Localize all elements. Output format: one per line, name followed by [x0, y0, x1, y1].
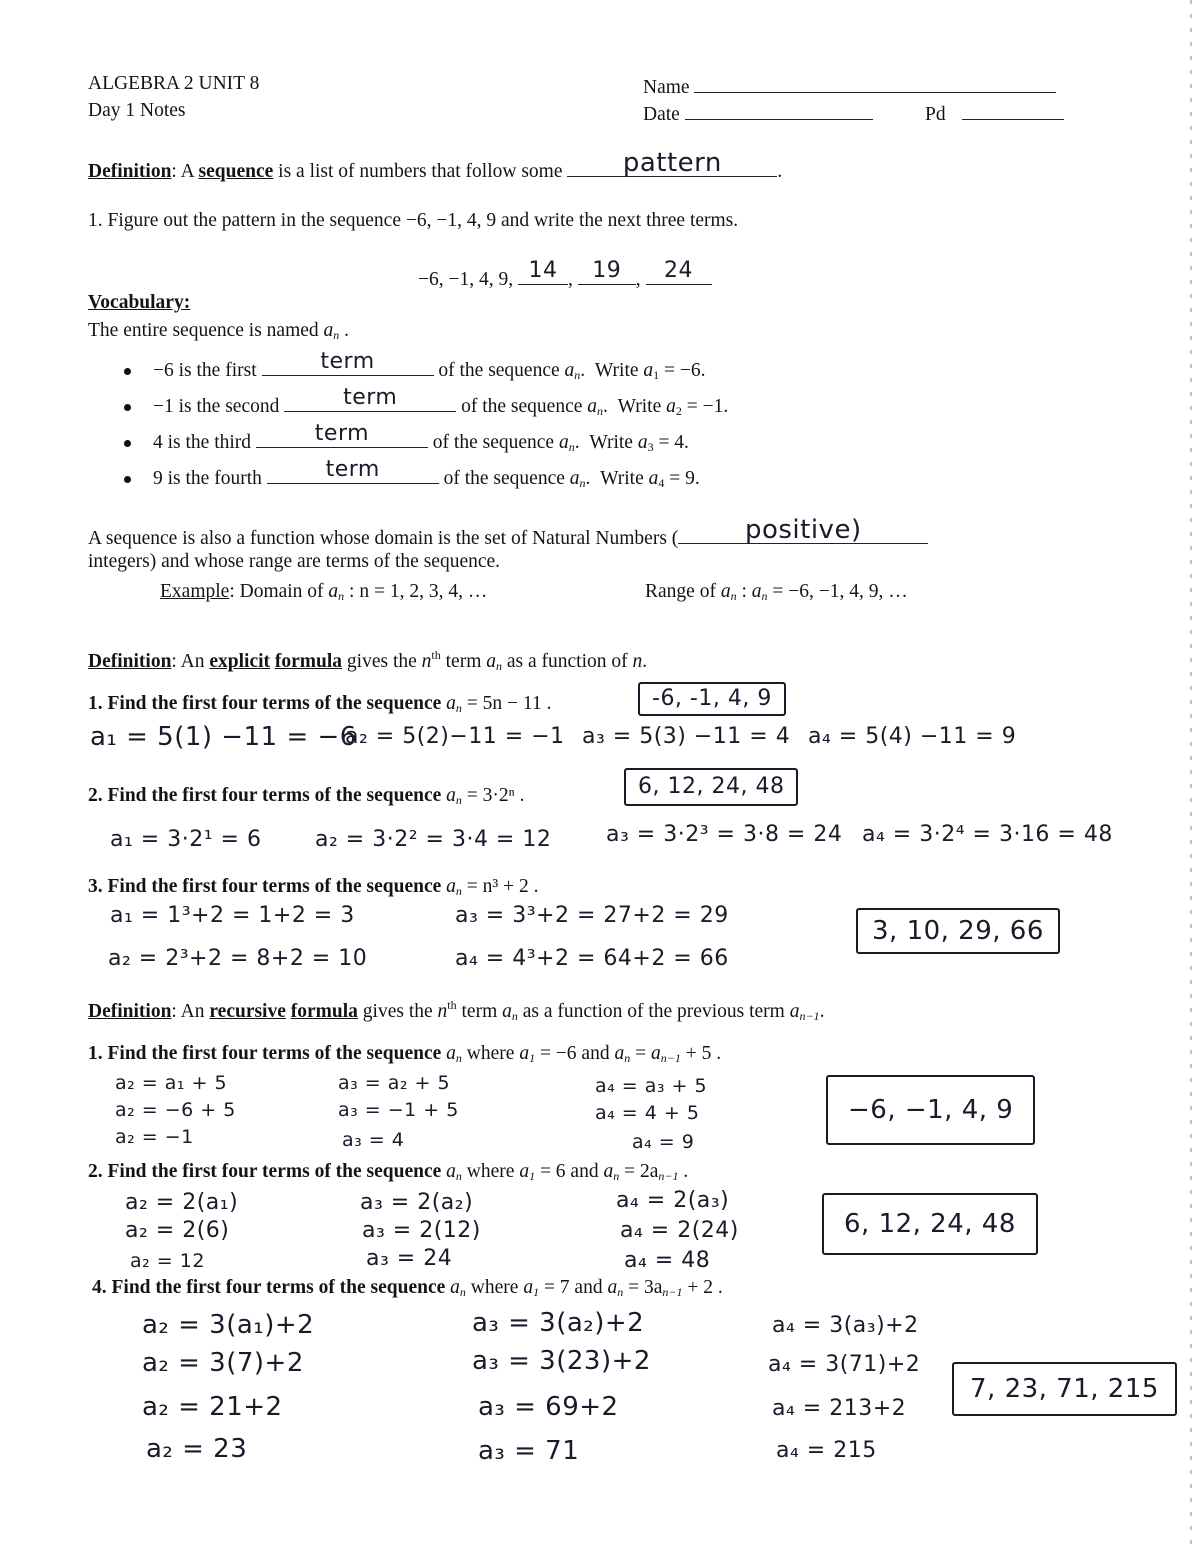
explicit-problem3: 3. Find the first four terms of the sequence $a_n = n^3 + 2$ .	[88, 876, 539, 898]
work-line: a₂ = 12	[130, 1250, 205, 1272]
period-field[interactable]	[925, 99, 1064, 127]
def-text: gives the	[342, 651, 417, 672]
function-example: Example: Domain of $a_n$ : n = 1, 2, 3, 4, …	[160, 581, 488, 603]
vocab-after: of the sequence	[461, 396, 583, 417]
work-line: a₂ = 3(a₁)+2	[142, 1310, 315, 1340]
answer-term: 24	[664, 258, 693, 283]
problem1-sequence: −6, −1, 4, 9, 14 , 19 , 24	[418, 264, 712, 292]
vocab-before: 4 is the third	[153, 432, 252, 453]
vocab-item: 4 is the third term of the sequence $a_n$. Write $a_3 = 4$.	[124, 427, 689, 459]
course-title: ALGEBRA 2 UNIT 8	[88, 73, 260, 94]
answer-blank	[578, 258, 636, 285]
range-values: = −6, −1, 4, 9, …	[772, 581, 908, 602]
vocab-before: 9 is the fourth	[153, 468, 262, 489]
name-label: Name	[643, 77, 690, 98]
function-note-line2: integers) and whose range are terms of the sequence.	[88, 551, 501, 572]
work-line: a₂ = 3(7)+2	[142, 1348, 304, 1378]
work-line: a₃ = 5(3) −11 = 4	[582, 724, 791, 749]
vocab-item: −1 is the second term of the sequence $a_n$. Write $a_2 = -1$.	[124, 391, 728, 423]
vocab-blank	[262, 349, 434, 376]
vocab-before: −1 is the second	[153, 396, 280, 417]
work-line: a₂ = 23	[146, 1434, 248, 1464]
vocab-after: of the sequence	[432, 432, 555, 453]
function-note-line1	[88, 515, 928, 551]
positive-blank	[678, 515, 928, 545]
name-blank[interactable]	[694, 72, 1056, 93]
work-line: a₂ = a₁ + 5	[115, 1072, 228, 1094]
pd-blank[interactable]	[962, 99, 1064, 120]
boxed-answer: 7, 23, 71, 215	[970, 1374, 1159, 1404]
answer-box	[826, 1075, 1035, 1145]
boxed-answer: 6, 12, 24, 48	[638, 774, 785, 799]
explicit-word: explicit	[209, 651, 271, 672]
where-word: where	[466, 1161, 515, 1182]
work-line: a₃ = 3·2³ = 3·8 = 24	[606, 822, 843, 847]
function-range: Range of $a_n$ : $a_n = -6$, −1, 4, 9, …	[645, 581, 908, 603]
work-line: a₃ = 3(23)+2	[472, 1346, 651, 1376]
problem-prompt: 1. Find the first four terms of the sequence	[88, 1043, 442, 1064]
vocab-heading-text: Vocabulary	[88, 292, 184, 313]
def-text: : An	[171, 651, 210, 672]
initial-condition: = 6 and	[539, 1161, 599, 1182]
sequence-term: sequence	[198, 161, 274, 182]
work-line: a₃ = −1 + 5	[338, 1099, 459, 1121]
recursive-problem1: 1. Find the first four terms of the sequence $a_n$ where $a_1 = -6$ and $a_n = a_{n-1} + 5$ .	[88, 1043, 722, 1065]
work-line: a₄ = 3(a₃)+2	[772, 1313, 919, 1338]
vocab-after: of the sequence	[443, 468, 565, 489]
date-blank[interactable]	[685, 99, 873, 120]
notes-subtitle: Day 1 Notes	[88, 100, 186, 121]
vocab-after: of the sequence	[438, 360, 560, 381]
example-label: Example	[160, 581, 230, 602]
recursive-problem4: 4. Find the first four terms of the sequence $a_n$ where $a_1 = 7$ and $a_n = 3a_{n-1} + 2$ .	[92, 1277, 723, 1299]
def-text: : An	[171, 1001, 210, 1022]
given-terms: −6, −1, 4, 9,	[418, 269, 514, 290]
boxed-answer: −6, −1, 4, 9	[848, 1095, 1014, 1125]
vocab-value: = −1.	[686, 396, 729, 417]
answer-blank	[646, 258, 712, 285]
work-line: a₁ = 3·2¹ = 6	[110, 827, 262, 852]
def-text: as a function of	[501, 651, 628, 672]
vocab-write: Write	[594, 360, 639, 381]
definition-label: Definition	[88, 651, 172, 672]
boxed-answer: 3, 10, 29, 66	[872, 916, 1044, 946]
recursive-rule-tail: + 2 .	[687, 1277, 723, 1298]
work-line: a₃ = 2(12)	[362, 1218, 481, 1243]
problem-prompt: 1. Find the first four terms of the sequence	[88, 693, 442, 714]
pattern-answer: pattern	[622, 148, 722, 178]
def-text-b: is a list of numbers that follow some	[273, 161, 563, 182]
work-line: a₃ = a₂ + 5	[338, 1072, 451, 1094]
work-line: a₄ = 9	[632, 1131, 695, 1153]
formula-word: formula	[274, 651, 343, 672]
answer-box	[624, 768, 798, 806]
vocabulary-heading: Vocabulary:	[88, 292, 191, 313]
problem-prompt: 2. Find the first four terms of the sequence	[88, 1161, 442, 1182]
vocab-item: −6 is the first term of the sequence $a_n$. Write $a_1 = -6$.	[124, 355, 706, 387]
problem-prompt: 3. Find the first four terms of the sequence	[88, 876, 442, 897]
work-line: a₃ = 4	[342, 1129, 405, 1151]
work-line: a₃ = 3(a₂)+2	[472, 1308, 645, 1338]
work-line: a₄ = 5(4) −11 = 9	[808, 724, 1017, 749]
work-line: a₃ = 2(a₂)	[360, 1190, 474, 1215]
vocab-write: Write	[600, 468, 644, 489]
work-line: a₃ = 24	[366, 1246, 453, 1271]
formula-word: formula	[290, 1001, 358, 1022]
work-line: a₄ = a₃ + 5	[595, 1075, 708, 1097]
answer-box	[856, 908, 1060, 954]
name-field[interactable]	[643, 72, 1056, 100]
definition-label: Definition	[88, 1001, 172, 1022]
vocab-sub: 3	[647, 440, 654, 454]
work-line: a₂ = −6 + 5	[115, 1099, 236, 1121]
work-line: a₂ = 3·2² = 3·4 = 12	[315, 827, 552, 852]
vocab-write: Write	[617, 396, 662, 417]
work-line: a₄ = 213+2	[772, 1396, 907, 1421]
vocab-answer: term	[343, 385, 398, 410]
vocab-sub: 2	[675, 404, 682, 418]
positive-word: positive	[744, 515, 851, 545]
vocab-intro-text: The entire sequence is named	[88, 320, 319, 341]
vocab-sub: 1	[653, 368, 660, 382]
explicit-problem1: 1. Find the first four terms of the sequence $a_n = 5n - 11$ .	[88, 693, 552, 715]
def-text: as a function of the previous term	[517, 1001, 785, 1022]
work-line: a₄ = 4 + 5	[595, 1102, 700, 1124]
work-line: a₂ = 21+2	[142, 1392, 283, 1422]
pd-label: Pd	[925, 104, 946, 125]
def-text: gives the	[357, 1001, 433, 1022]
answer-term: 19	[592, 258, 622, 283]
vocab-item: 9 is the fourth term of the sequence $a_n$. Write $a_4 = 9$.	[124, 463, 700, 495]
recursive-rule: = 2a	[624, 1161, 659, 1182]
answer-blank	[518, 258, 568, 285]
domain-values: : n = 1, 2, 3, 4, …	[349, 581, 488, 602]
date-field[interactable]	[643, 99, 873, 127]
work-line: a₁ = 5(1) −11 = −6	[90, 722, 357, 752]
definition-explicit: Definition: An explicit formula gives the $n^{th}$ term $a_n$ as a function of n.	[88, 648, 648, 673]
def-text-a: : A	[171, 161, 199, 182]
explicit-problem2: 2. Find the first four terms of the sequence $a_n = 3\cdot 2^n$ .	[88, 785, 525, 807]
work-line: a₄ = 2(a₃)	[616, 1188, 730, 1213]
boxed-answer: 6, 12, 24, 48	[844, 1209, 1016, 1239]
vocab-answer: term	[325, 457, 380, 482]
work-line: a₂ = 5(2)−11 = −1	[345, 724, 565, 749]
vocab-value: = 4.	[658, 432, 689, 453]
scan-edge	[1190, 0, 1192, 1553]
def-text: term	[440, 651, 482, 672]
work-line: a₃ = 3³+2 = 27+2 = 29	[455, 903, 729, 928]
answer-box	[638, 682, 786, 716]
problem-formula: = 5n − 11 .	[466, 693, 552, 714]
pattern-blank	[567, 148, 777, 178]
range-label: Range of	[645, 581, 716, 602]
problem-formula: = n³ + 2 .	[466, 876, 539, 897]
work-line: a₄ = 48	[624, 1248, 711, 1273]
work-line: a₃ = 71	[478, 1436, 580, 1466]
def-text: term	[456, 1001, 498, 1022]
work-line: a₂ = −1	[115, 1126, 194, 1148]
date-label: Date	[643, 104, 680, 125]
vocab-blank	[267, 457, 439, 484]
vocab-blank	[256, 421, 428, 448]
definition-label: Definition	[88, 161, 172, 182]
vocab-answer: term	[314, 421, 370, 446]
work-line: a₂ = 2(6)	[125, 1218, 230, 1243]
definition-sequence: Definition: A sequence is a list of numbers that follow some pattern .	[88, 148, 783, 182]
where-word: where	[466, 1043, 515, 1064]
work-line: a₄ = 3·2⁴ = 3·16 = 48	[862, 822, 1113, 847]
vocab-before: −6 is the first	[153, 360, 257, 381]
answer-term: 14	[528, 258, 558, 283]
boxed-answer: -6, -1, 4, 9	[652, 686, 772, 711]
vocab-blank	[284, 385, 456, 412]
recursive-rule: + 5 .	[685, 1043, 722, 1064]
work-line: a₂ = 2(a₁)	[125, 1190, 239, 1215]
vocab-sub: 4	[658, 476, 665, 490]
recursive-word: recursive	[209, 1001, 286, 1022]
work-line: a₁ = 1³+2 = 1+2 = 3	[110, 903, 355, 928]
fn-line1-text: A sequence is also a function whose domain is the set of Natural Numbers (	[88, 528, 679, 549]
where-word: where	[470, 1277, 519, 1298]
work-line: a₄ = 2(24)	[620, 1218, 739, 1243]
example-domain: : Domain of	[229, 581, 324, 602]
answer-box	[822, 1193, 1038, 1255]
work-line: a₂ = 2³+2 = 8+2 = 10	[108, 946, 368, 971]
vocab-write: Write	[589, 432, 633, 453]
problem-prompt: 2. Find the first four terms of the sequence	[88, 785, 442, 806]
vocabulary-intro: The entire sequence is named $a_n$ .	[88, 320, 350, 342]
vocab-answer: term	[320, 349, 375, 374]
problem1-prompt: 1. Figure out the pattern in the sequence −6, −1, 4, 9 and write the next three terms.	[88, 210, 739, 231]
recursive-rule: = 3a	[628, 1277, 663, 1298]
initial-condition: = 7 and	[543, 1277, 603, 1298]
positive-answer: positive)	[744, 515, 862, 545]
definition-recursive: Definition: An recursive formula gives the $n^{th}$ term $a_n$ as a function of the previous term $a_{n-1}$.	[88, 998, 825, 1023]
problem-prompt: 4. Find the first four terms of the sequence	[92, 1277, 446, 1298]
work-line: a₃ = 69+2	[478, 1392, 619, 1422]
vocab-value: = −6.	[664, 360, 706, 381]
problem-formula: = 3·2ⁿ .	[466, 785, 525, 806]
answer-box	[952, 1362, 1177, 1416]
vocab-value: = 9.	[669, 468, 700, 489]
work-line: a₄ = 215	[776, 1438, 877, 1463]
work-line: a₄ = 4³+2 = 64+2 = 66	[455, 946, 729, 971]
initial-condition: = −6 and	[539, 1043, 610, 1064]
work-line: a₄ = 3(71)+2	[768, 1352, 921, 1377]
recursive-problem2: 2. Find the first four terms of the sequence $a_n$ where $a_1 = 6$ and $a_n = 2a_{n-1}$ .	[88, 1161, 689, 1183]
